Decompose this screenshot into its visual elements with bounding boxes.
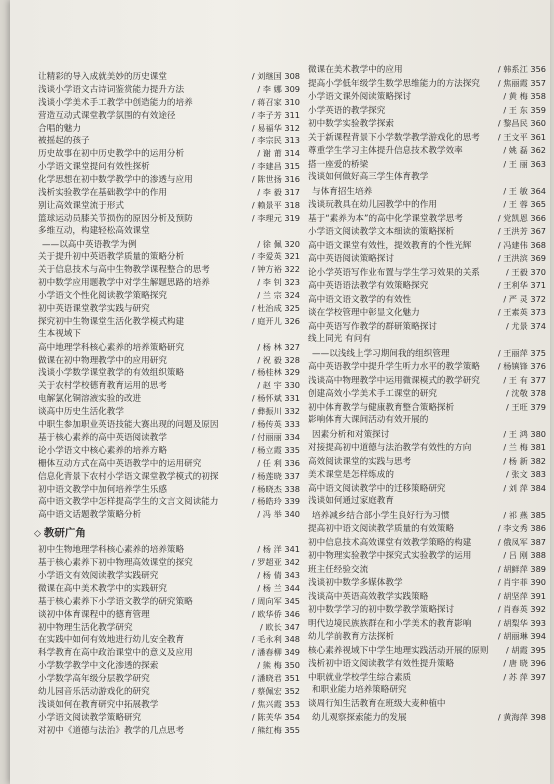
toc-entry-title: 关于提升初中英语教学质量的策略分析 (38, 252, 185, 263)
toc-entry-title: 多维互动，构建轻松高效课堂 (38, 225, 150, 236)
toc-entry-author-page: / 胡丽琳 394 (497, 631, 546, 641)
toc-entry (308, 77, 546, 91)
toc-entry (308, 684, 546, 698)
toc-entry (38, 646, 300, 659)
toc-entry-author-page: / 王 有 377 (503, 374, 546, 385)
toc-entry-title: 小学语文阅读教学策略研究 (38, 712, 142, 723)
toc-entry (38, 328, 300, 341)
toc-entry (38, 621, 300, 634)
toc-entry-author-page: / 杨皓玲 339 (251, 496, 300, 507)
toc-entry (38, 122, 300, 135)
toc-entry-author-page: / 毛永利 348 (251, 634, 300, 645)
toc-entry-author-page: / 尤景 374 (506, 320, 546, 331)
toc-entry (308, 266, 546, 280)
toc-entry-title: 中职就业学校学生综合素质 (308, 672, 412, 683)
toc-entry-author-page: / 兰 梅 381 (503, 442, 546, 452)
toc-entry (38, 96, 300, 109)
toc-entry (308, 252, 546, 266)
toc-entry (38, 508, 300, 521)
toc-entry-title: 尊重学生学习主体提升信息技术教学效率 (308, 146, 463, 156)
toc-entry-title: 基于核心素养的高中英语阅读教学 (38, 432, 167, 443)
toc-entry-author-page: / 王 敏 364 (503, 185, 546, 196)
toc-entry-author-page: / 杨 新 382 (503, 455, 546, 466)
toc-entry-author-page: / 王洪芳 367 (497, 226, 546, 236)
toc-entry-title: 高中语文语文教学的有效性 (308, 294, 412, 305)
toc-entry (308, 198, 546, 212)
toc-entry-author-page: / 肖宇菲 390 (497, 577, 546, 587)
toc-entry (38, 302, 300, 315)
toc-entry-author-page: / 唐 晓 396 (503, 658, 546, 668)
toc-entry-author-page: / 徐 佩 320 (257, 238, 300, 249)
toc-entry-author-page: / 潘春柳 349 (251, 647, 300, 658)
toc-entry-title: 浅谈小学数学课堂教学的有效组织策略 (38, 368, 185, 379)
toc-entry (38, 698, 300, 711)
toc-entry-author-page: / 谢 莆 314 (257, 148, 300, 159)
toc-entry-title: 初中语文教学中加何培养学生乐感 (38, 484, 167, 495)
toc-entry (308, 441, 546, 455)
toc-entry (38, 543, 300, 556)
toc-entry-title: 搭一座爱的桥梁 (308, 159, 369, 170)
toc-entry (308, 63, 546, 77)
toc-entry (38, 724, 300, 737)
toc-entry (308, 468, 546, 482)
toc-entry-title: 初中体育教学与健康教育整合策略探析 (308, 402, 455, 413)
toc-entry-title: ——以浅线上学习期间我的组织管理 (312, 348, 450, 359)
toc-entry (308, 158, 546, 172)
toc-entry-title: 高中英语写作教学的群研策略探讨 (308, 321, 437, 332)
toc-entry-title: 浅谈玩教具在幼儿园教学中的作用 (308, 200, 437, 210)
toc-entry-author-page: / 刘继国 308 (251, 71, 300, 81)
toc-entry (38, 83, 300, 96)
toc-entry (38, 263, 300, 276)
toc-entry-title: 初中物理实验教学中探究式实验教学的运用 (308, 551, 472, 561)
toc-entry-author-page: / 赵 宇 330 (257, 380, 300, 391)
toc-entry-author-page: / 李宗民 313 (251, 135, 300, 146)
toc-entry-title: 小学语文课外阅读策略探讨 (308, 92, 412, 102)
toc-entry-author-page: / 胡鲜萍 389 (497, 563, 546, 574)
toc-entry (38, 199, 300, 212)
toc-entry-author-page: / 周向军 345 (251, 595, 300, 606)
toc-entry-author-page: / 蔡佩宏 352 (251, 685, 300, 696)
toc-entry (38, 354, 300, 367)
toc-entry (308, 185, 546, 199)
toc-entry-author-page: / 祝 毅 328 (257, 354, 300, 365)
toc-entry-title: 论小学语文中核心素养的培养方略 (38, 445, 167, 456)
document-page (10, 0, 550, 784)
toc-entry-author-page: / 赖景平 318 (251, 199, 300, 210)
toc-entry-title: 关于信息技术与高中生物教学课程整合的思考 (38, 265, 210, 276)
toc-entry-author-page: / 杨桂林 329 (251, 367, 300, 378)
toc-entry-title: 和职业能力培养策略研究 (312, 685, 407, 695)
toc-entry-author-page: / 陈芙华 354 (251, 711, 300, 722)
toc-entry-author-page: / 祁 燕 385 (503, 509, 546, 520)
toc-entry-title: 生本视域下 (38, 328, 81, 339)
toc-entry-title: 培养减乡结合部小学生良好行为习惯 (312, 510, 450, 521)
toc-entry (38, 457, 300, 470)
toc-entry (38, 633, 300, 646)
toc-entry-title: 初中生物地理学科核心素养的培养策略 (38, 545, 185, 556)
toc-entry-author-page: / 胡坚萍 391 (497, 590, 546, 601)
toc-entry-author-page: / 李理元 319 (251, 212, 300, 223)
toc-entry-author-page: / 李 钊 323 (257, 277, 300, 288)
toc-entry (308, 90, 546, 104)
toc-entry-author-page: / 杨 兰 344 (257, 582, 300, 593)
toc-entry (308, 536, 546, 550)
toc-entry-title: 高中语文阅读教学中的迁移策略研究 (308, 483, 446, 494)
toc-entry-author-page: / 冯 举 340 (257, 509, 300, 520)
toc-entry-author-page: / 杨莲晓 337 (251, 470, 300, 481)
toc-entry-title: 核心素养视域下中学生地理实践活动开展的原则 (308, 645, 489, 656)
toc-entry-title: 初中数学学习的初中数学教学策略探讨 (308, 605, 455, 615)
section-heading (34, 525, 300, 541)
toc-entry-author-page: / 任 利 336 (257, 457, 300, 468)
toc-entry (308, 549, 546, 563)
toc-entry (308, 509, 546, 523)
toc-entry-author-page: / 杨晓杰 338 (251, 483, 300, 494)
toc-entry-author-page: / 庭开儿 326 (251, 315, 300, 326)
toc-entry-author-page: / 杨镇锋 376 (497, 361, 546, 371)
toc-entry-title: 谈高中历史生活化教学 (38, 407, 124, 418)
toc-entry-title: 中职生参加职业英语技能大赛出现的问题及原因 (38, 420, 219, 431)
toc-entry-author-page: / 王丽萍 375 (497, 347, 546, 358)
toc-entry (308, 104, 546, 118)
toc-entry-title: 探究初中生物课堂生活化教学模式构建 (38, 316, 185, 327)
right-column (308, 63, 546, 725)
toc-entry (38, 379, 300, 392)
toc-entry (308, 644, 546, 658)
toc-entry-author-page: / 熊红梅 355 (251, 724, 300, 735)
toc-entry-title: 提高小学低年级学生数学思维能力的方法探究 (308, 78, 480, 89)
toc-entry (38, 109, 300, 122)
toc-entry-author-page: / 吕 刚 388 (503, 550, 546, 560)
toc-entry (308, 360, 546, 374)
toc-entry (38, 366, 300, 379)
toc-entry-author-page: / 蒋召家 310 (251, 96, 300, 107)
toc-entry-title: 因素分析和对策探讨 (312, 429, 390, 440)
toc-entry-title: 论小学英语写作业布置与学生学习效果的关系 (308, 267, 480, 278)
toc-entry-author-page: / 黎昌民 360 (497, 118, 546, 128)
toc-entry-author-page: / 王洪滨 369 (497, 253, 546, 263)
toc-entry-author-page: / 付丽丽 334 (251, 431, 300, 442)
toc-entry (308, 414, 546, 428)
toc-entry-title: 高中地理学科核心素养的培养策略研究 (38, 342, 185, 353)
toc-entry-author-page: / 刘 萍 384 (503, 482, 546, 493)
toc-entry (38, 444, 300, 457)
toc-entry-title: 浅析实验教学在基础教学中的作用 (38, 188, 167, 199)
toc-entry-author-page: / 王文平 361 (497, 131, 546, 142)
toc-entry (38, 289, 300, 302)
toc-entry (308, 320, 546, 334)
toc-entry-author-page: / 杜治成 325 (251, 303, 300, 314)
toc-entry-author-page: / 杨怀斌 331 (251, 393, 300, 404)
toc-entry-title: 浅谈高中物理教学中运用微课模式的教学研究 (308, 375, 480, 386)
toc-entry (38, 711, 300, 724)
toc-entry-author-page: / 苏 萍 397 (503, 671, 546, 682)
toc-entry-author-page: / 兰 宗 324 (257, 290, 300, 301)
toc-entry (38, 238, 300, 251)
toc-entry (38, 225, 300, 238)
toc-entry (38, 672, 300, 685)
toc-entry-title: 高中英语阅读策略探讨 (308, 254, 394, 264)
toc-entry (38, 556, 300, 569)
toc-entry (38, 608, 300, 621)
toc-entry (308, 347, 546, 361)
toc-entry-title: 高中英语教学中提升学生听力水平的教学策略 (308, 362, 480, 372)
toc-entry-title: 小学语文个性化阅读教学策略探究 (38, 291, 167, 302)
toc-entry (38, 276, 300, 289)
toc-entry (308, 293, 546, 307)
toc-entry-author-page: / 黄 梅 358 (503, 91, 546, 101)
toc-entry (308, 117, 546, 131)
toc-entry-author-page: / 胡霞 395 (506, 644, 546, 655)
toc-entry-author-page: / 李子芳 311 (251, 109, 300, 120)
toc-entry (308, 306, 546, 320)
toc-entry-author-page: / 熊 梅 350 (257, 660, 300, 671)
toc-entry-author-page: / 焦丽霞 357 (497, 77, 546, 88)
toc-entry-title: 做课在初中物理教学中的应用研究 (38, 355, 167, 366)
toc-entry (308, 671, 546, 685)
toc-entry-title: 别让高效课堂流于形式 (38, 200, 124, 211)
toc-entry-author-page: / 韩系江 356 (497, 64, 546, 74)
toc-entry-title: 提高初中语文阅读教学质量的有效策略 (308, 524, 455, 534)
toc-entry-author-page: / 姚 磊 362 (503, 145, 546, 155)
toc-entry-title: 浅谈如何在教育研究中拓展教学 (38, 699, 159, 710)
toc-entry (38, 392, 300, 405)
toc-entry-author-page: / 黄海萍 398 (497, 712, 546, 722)
toc-entry (38, 582, 300, 595)
toc-entry (308, 374, 546, 388)
toc-entry-title: 合唱的魅力 (38, 123, 81, 134)
toc-entry-title: 浅谈小学美术手工教学中创造能力的培养 (38, 97, 193, 108)
toc-entry-title: 小学语文阅读教学文本细读的策略探析 (308, 227, 455, 237)
toc-entry-title: 高中语文话题教学策略分析 (38, 510, 142, 521)
toc-entry (308, 590, 546, 604)
toc-entry (38, 315, 300, 328)
toc-entry-author-page: / 王利华 371 (497, 280, 546, 290)
toc-entry (38, 483, 300, 496)
toc-entry-author-page: / 欧华侨 346 (251, 608, 300, 619)
toc-entry-title: 基于核心素养下小学语文教学的研究策略 (38, 596, 193, 607)
toc-entry-title: 与体育招生培养 (312, 186, 373, 197)
toc-entry (38, 470, 300, 483)
toc-entry (38, 147, 300, 160)
toc-entry (308, 563, 546, 577)
toc-entry (38, 160, 300, 173)
toc-entry-title: 班主任经验交流 (308, 564, 369, 575)
toc-entry-title: 电解氯化铜溶液实验的改进 (38, 394, 142, 405)
left-column (34, 70, 300, 737)
toc-entry-title: 高中英语语法教学有效策略探究 (308, 281, 429, 291)
toc-entry-author-page: / 沈敬 378 (506, 388, 546, 398)
toc-entry-author-page: / 严 灵 372 (503, 293, 546, 304)
toc-entry (308, 333, 546, 347)
toc-entry-title: 化学思想在初中数学教学中的渗透与应用 (38, 175, 193, 186)
toc-entry (308, 698, 546, 712)
toc-entry-title: 历史故事在初中历史教学中的运用分析 (38, 149, 185, 160)
diamond-icon: ◇ (34, 529, 41, 540)
toc-entry (308, 617, 546, 631)
toc-entry (308, 144, 546, 158)
toc-entry-author-page: / 杨传英 333 (251, 419, 300, 430)
toc-entry-author-page: / 王旺 379 (506, 401, 546, 412)
toc-entry (308, 428, 546, 442)
toc-entry (308, 603, 546, 617)
toc-entry-author-page: / 欧长 347 (260, 621, 300, 632)
toc-entry-author-page: / 王毅 370 (506, 266, 546, 277)
toc-entry-title: 篮球运动员膝关节损伤的原因分析及预防 (38, 213, 193, 224)
toc-entry (38, 431, 300, 444)
toc-entry-author-page: / 杨 倩 343 (257, 569, 300, 580)
toc-entry (308, 225, 546, 239)
toc-entry-author-page: / 王素英 373 (497, 307, 546, 317)
toc-entry-author-page: / 陈世扬 316 (251, 174, 300, 185)
toc-entry-author-page: / 王 丽 363 (503, 158, 546, 169)
toc-entry-title: 初中数学应用题教学中对学生解题思路的培养 (38, 278, 210, 289)
toc-entry-title: 幼儿学前教育方法探析 (308, 632, 394, 642)
toc-entry-title: 营造互动式课堂教学氛围的有效途径 (38, 110, 176, 121)
toc-entry (38, 685, 300, 698)
toc-entry (308, 522, 546, 536)
toc-entry-author-page: / 胡梨华 393 (497, 617, 546, 628)
toc-entry-title: 浅谈初中数学多媒体教学 (308, 578, 403, 588)
toc-entry-title: 对接提高初中道德与法治教学有效性的方向 (308, 443, 472, 453)
toc-entry-title: 高中语文课堂有效性，提效教育的个性光辉 (308, 240, 472, 251)
toc-entry-title: 小学语文课堂提问有效性探析 (38, 162, 150, 173)
toc-entry (308, 212, 546, 226)
toc-entry-author-page: / 罗超亚 342 (251, 557, 300, 568)
toc-entry-title: 小学英语的教学探究 (308, 105, 386, 116)
toc-entry-title: 谈周行知生活教育在班级大麦种植中 (308, 698, 446, 709)
toc-entry-title: 初中物理生活化教学研究 (38, 622, 133, 633)
toc-entry-title: 关于农村学校德育教育运用的思考 (38, 381, 167, 392)
toc-entry-title: 让精彩的导入成就美妙的历史课堂 (38, 72, 167, 82)
toc-entry-title: 高效阅读课堂的实践与思考 (308, 456, 412, 467)
toc-entry (38, 134, 300, 147)
toc-entry (308, 495, 546, 509)
toc-entry-author-page: / 易福华 312 (251, 122, 300, 133)
toc-entry-title: 微课在美术教学中的应用 (308, 65, 403, 75)
toc-entry-title: 明代边境民族族群在和小学美术的教育影响 (308, 618, 472, 629)
toc-entry-title: 幼儿园音乐活动游戏化的研究 (38, 686, 150, 697)
toc-entry-title: 微课在高中美术教学中的实践研究 (38, 583, 167, 594)
toc-entry-title: ——以高中英语教学为例 (42, 239, 137, 250)
toc-entry-title: 小学数学高年级分层教学研究 (38, 674, 150, 685)
toc-entry (308, 657, 546, 671)
toc-entry (308, 239, 546, 253)
toc-entry-title: 被摇起的孩子 (38, 136, 90, 147)
toc-entry-title: 浅谈高中英语高效教学实践策略 (308, 591, 429, 602)
toc-entry (308, 576, 546, 590)
toc-entry (38, 595, 300, 608)
toc-entry-title: 浅析初中语文阅读教学有效性提升策略 (308, 659, 455, 669)
toc-entry-title: 信息化背景下农村小学语文课堂教学模式的初探 (38, 471, 219, 482)
toc-entry-author-page: / 杨立霞 335 (251, 444, 300, 455)
toc-entry-author-page: / 彝振川 332 (251, 406, 300, 417)
toc-entry (38, 341, 300, 354)
toc-entry (38, 250, 300, 263)
toc-entry-title: 对初中《道德与法治》教学的几点思考 (38, 725, 185, 736)
toc-entry (308, 630, 546, 644)
toc-entry-title: 基于核心素养下初中物理高效课堂的探究 (38, 558, 193, 569)
toc-entry (308, 171, 546, 185)
toc-entry-title: 浅谈如何通过家庭教育 (308, 496, 394, 506)
toc-entry (38, 659, 300, 672)
toc-entry-author-page: / 党凯恩 366 (497, 212, 546, 223)
toc-entry-author-page: / 王 蓉 365 (503, 199, 546, 209)
toc-entry (308, 455, 546, 469)
toc-entry (38, 405, 300, 418)
toc-entry-title: 小学语文有效阅读教学实践研究 (38, 570, 159, 581)
toc-entry-title: 关于新课程背景下小学数学教学游戏化的思考 (308, 132, 480, 143)
toc-entry-author-page: / 李爱英 321 (251, 251, 300, 262)
toc-entry (308, 279, 546, 293)
toc-entry (308, 482, 546, 496)
toc-entry-title: 线上同光 有问有 (308, 334, 371, 344)
toc-entry-author-page: / 杨 洋 341 (257, 544, 300, 555)
toc-entry-title: 栅体互动方式在高中英语教学中的运用研究 (38, 458, 202, 469)
toc-entry-title: 初中英语课堂教学实践与研究 (38, 304, 150, 315)
toc-entry (308, 401, 546, 415)
toc-entry-author-page: / 焦兴霞 353 (251, 698, 300, 709)
toc-entry-title: 基于“素养为本”的高中化学课堂教学思考 (308, 213, 463, 224)
toc-entry-author-page: / 杨 林 327 (257, 341, 300, 352)
toc-entry-author-page: / 钟方裕 322 (251, 264, 300, 275)
toc-entry-title: 初中数学实验教学探索 (308, 119, 394, 129)
toc-entry-author-page: / 王 鸿 380 (503, 428, 546, 439)
toc-entry-title: 在实践中如何有效地进行幼儿安全教育 (38, 635, 185, 646)
toc-entry (38, 70, 300, 83)
toc-entry-title: 初中信息技术高效课堂有效教学策略的构建 (308, 537, 472, 548)
toc-entry (38, 186, 300, 199)
toc-entry-author-page: / 冯建伟 368 (497, 239, 546, 250)
toc-entry-author-page: / 俄凤军 387 (497, 536, 546, 547)
toc-entry-title: 科学教育在高中政治课堂中的意义及应用 (38, 648, 193, 659)
toc-entry-author-page: / 王 东 359 (503, 104, 546, 115)
toc-entry-title: 影响体育大课间活动有效开展的 (308, 415, 429, 425)
toc-entry (38, 212, 300, 225)
toc-entry-title: 幼儿观察探索能力的发展 (312, 713, 407, 723)
toc-entry-title: 创建高效小学美术手工课堂的研究 (308, 389, 437, 399)
toc-entry (38, 569, 300, 582)
toc-entry-author-page: / 肖春英 392 (497, 604, 546, 614)
toc-entry (38, 173, 300, 186)
toc-entry-title: 浅谈如何做好高三学生体育教学 (308, 172, 429, 182)
toc-entry (308, 711, 546, 725)
toc-entry-title: 谈初中体育课程中的德育管理 (38, 609, 150, 620)
toc-entry (38, 495, 300, 508)
toc-entry (308, 131, 546, 145)
toc-entry-author-page: / 李 娜 309 (257, 83, 300, 94)
toc-entry-title: 浅谈小学语文古诗词鉴赏能力提升方法 (38, 84, 185, 95)
toc-entry-author-page: / 张文 383 (506, 469, 546, 479)
toc-entry-title: 美术课堂是怎样炼成的 (308, 470, 394, 480)
toc-entry-author-page: / 潘晓君 351 (251, 673, 300, 684)
toc-entry-title: 谈在学校管理中彰显文化魅力 (308, 308, 420, 318)
toc-entry-title: 高中语文教学中怎样提高学生的文言文阅读能力 (38, 497, 219, 508)
toc-entry-author-page: / 李文秀 386 (497, 523, 546, 533)
section-heading-text: 教研广角 (43, 527, 86, 540)
toc-entry-title: 小学数学教学中文化渗透的探索 (38, 661, 159, 672)
toc-entry (38, 418, 300, 431)
toc-entry-author-page: / 李建昌 315 (251, 161, 300, 172)
toc-entry (308, 387, 546, 401)
toc-entry-author-page: / 李 毅 317 (257, 187, 300, 198)
